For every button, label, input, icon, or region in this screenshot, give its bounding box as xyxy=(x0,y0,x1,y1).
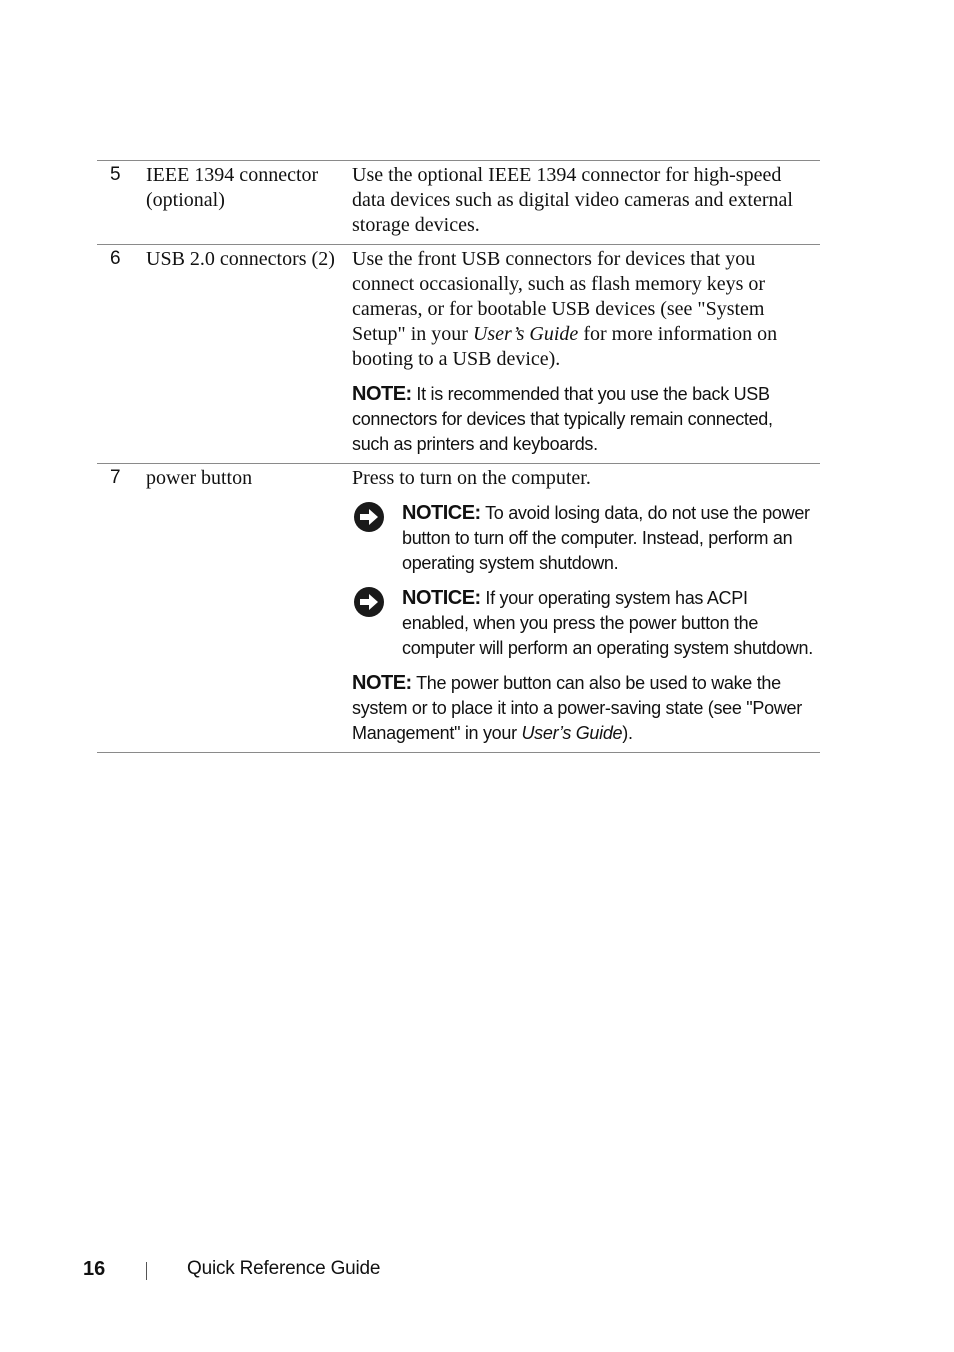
notice-text: To avoid losing data, do not use the power button to turn off the computer. Instead, perform an operating system shutdown. xyxy=(402,503,810,573)
users-guide-ref: User’s Guide xyxy=(472,323,579,345)
notice-icon xyxy=(353,586,385,618)
footer-divider xyxy=(146,1262,147,1280)
notice-label: NOTICE: xyxy=(402,587,481,609)
notice-icon xyxy=(353,501,385,533)
row-label: power button xyxy=(146,467,253,489)
notice-label: NOTICE: xyxy=(402,502,481,524)
row-description: Use the optional IEEE 1394 connector for high-speed data devices such as digital video cameras and external storage devices. xyxy=(352,164,793,236)
description-text: Use the front USB connectors for devices that you connect occasionally, such as flash memory keys or cameras, or for bootable USB devices (see "System Setup" in your User’s Guide for more information on booting to a USB device). xyxy=(352,248,778,370)
description-text: Press to turn on the computer. xyxy=(352,467,591,489)
users-guide-ref: User’s Guide xyxy=(521,723,623,743)
notice-text: If your operating system has ACPI enabled, when you press the power button the computer will perform an operating system shutdown. xyxy=(402,588,813,658)
row-label: USB 2.0 connectors (2) xyxy=(146,248,335,270)
note-block: NOTE: The power button can also be used to wake the system or to place it into a power-saving state (see "Power Management" in your User’s Guide). xyxy=(352,672,802,743)
note-label: NOTE: xyxy=(352,672,412,694)
table-row-6 xyxy=(97,245,820,464)
row-number: 5 xyxy=(110,164,121,185)
note-block xyxy=(352,382,814,457)
row-description xyxy=(352,464,814,752)
note-text: It is recommended that you use the back USB connectors for devices that typically remain connected, such as printers and keyboards. xyxy=(352,384,773,454)
connector-table xyxy=(97,160,820,753)
table-row-5 xyxy=(97,161,820,245)
row-description xyxy=(352,245,814,463)
footer-title: Quick Reference Guide xyxy=(187,1258,381,1279)
notice-block-1 xyxy=(352,501,814,576)
notice-block-2 xyxy=(352,586,814,661)
table-row-7 xyxy=(97,464,820,753)
row-number: 6 xyxy=(110,248,121,269)
page-number: 16 xyxy=(83,1258,106,1280)
row-label: IEEE 1394 connector (optional) xyxy=(146,164,319,211)
note-label: NOTE: xyxy=(352,383,412,405)
row-number: 7 xyxy=(110,467,121,488)
